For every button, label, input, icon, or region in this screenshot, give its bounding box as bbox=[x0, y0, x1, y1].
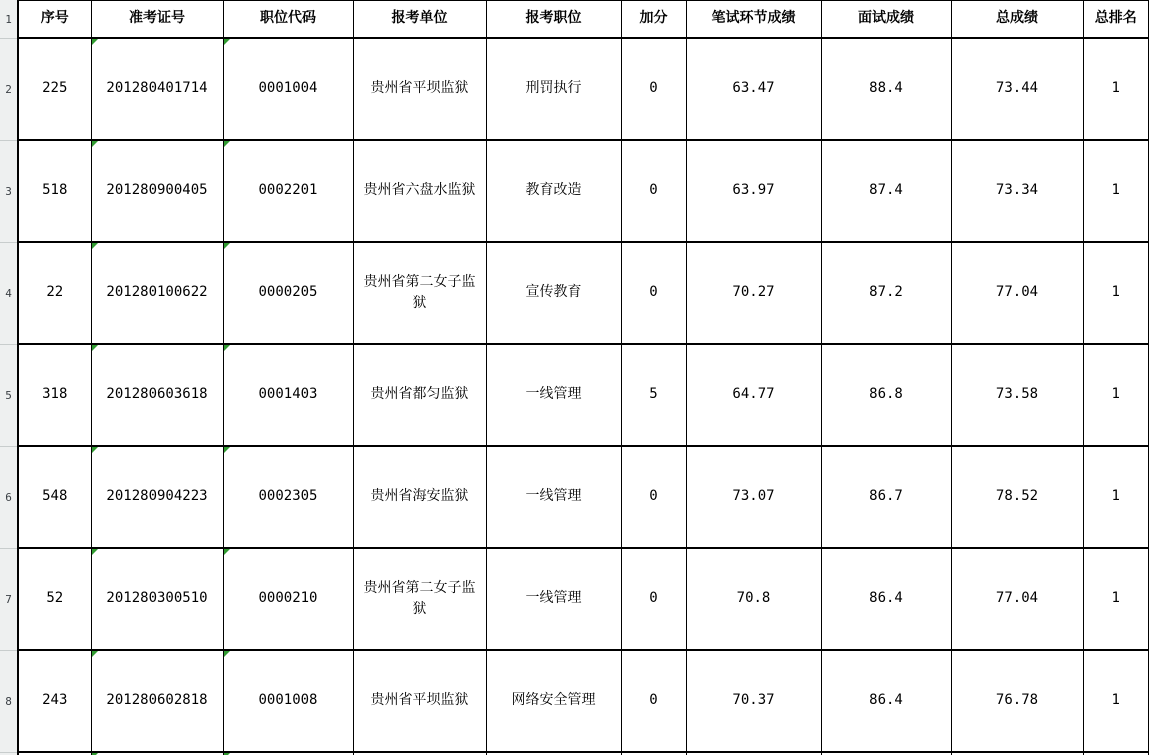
header-cell-total-score[interactable]: 总成绩 bbox=[951, 1, 1083, 38]
cell-serial[interactable] bbox=[18, 752, 91, 755]
row-header-5[interactable]: 5 bbox=[0, 345, 17, 447]
cell-rank[interactable]: 1 bbox=[1083, 650, 1149, 752]
cell-rank[interactable]: 1 bbox=[1083, 242, 1149, 344]
cell-ticket-number[interactable] bbox=[91, 242, 223, 344]
cell-text: 201280401714 bbox=[106, 80, 208, 96]
cell-text: 201280904223 bbox=[106, 488, 208, 504]
header-cell-unit[interactable]: 报考单位 bbox=[353, 1, 486, 38]
number-as-text-indicator-icon bbox=[92, 243, 98, 249]
cell-position[interactable]: 一线管理 bbox=[486, 548, 621, 650]
cell-unit[interactable]: 贵州省平坝监狱 bbox=[353, 38, 486, 140]
cell-rank[interactable]: 1 bbox=[1083, 140, 1149, 242]
table-row bbox=[18, 242, 1149, 344]
cell-serial[interactable]: 243 bbox=[18, 650, 91, 752]
header-cell-rank[interactable]: 总排名 bbox=[1083, 1, 1149, 38]
cell-ticket-number[interactable] bbox=[91, 344, 223, 446]
table-row bbox=[18, 344, 1149, 446]
row-header-4[interactable]: 4 bbox=[0, 243, 17, 345]
header-cell-ticket-number[interactable]: 准考证号 bbox=[91, 1, 223, 38]
cell-text: 0000205 bbox=[258, 284, 318, 300]
cell-interview-score[interactable]: 86.7 bbox=[821, 446, 951, 548]
cell-rank[interactable] bbox=[1083, 752, 1149, 755]
row-header-6[interactable]: 6 bbox=[0, 447, 17, 549]
cell-unit[interactable]: 贵州省六盘水监狱 bbox=[353, 140, 486, 242]
cell-position[interactable]: 宣传教育 bbox=[486, 242, 621, 344]
cell-total-score[interactable]: 73.58 bbox=[951, 344, 1083, 446]
cell-text: 201280300510 bbox=[106, 590, 208, 606]
cell-text: 0002305 bbox=[258, 488, 318, 504]
row-header-1[interactable]: 1 bbox=[0, 0, 17, 39]
cell-bonus[interactable]: 0 bbox=[621, 548, 686, 650]
cell-interview-score[interactable]: 86.8 bbox=[821, 344, 951, 446]
cell-text: 0002201 bbox=[258, 182, 318, 198]
cell-serial[interactable]: 318 bbox=[18, 344, 91, 446]
header-cell-position[interactable]: 报考职位 bbox=[486, 1, 621, 38]
number-as-text-indicator-icon bbox=[224, 447, 230, 453]
table-row-partial bbox=[18, 752, 1149, 755]
cell-position[interactable] bbox=[486, 752, 621, 755]
number-as-text-indicator-icon bbox=[224, 141, 230, 147]
header-row bbox=[18, 1, 1149, 38]
row-header-2[interactable]: 2 bbox=[0, 39, 17, 141]
cell-rank[interactable]: 1 bbox=[1083, 548, 1149, 650]
cell-unit[interactable]: 贵州省都匀监狱 bbox=[353, 344, 486, 446]
cell-interview-score[interactable]: 88.4 bbox=[821, 38, 951, 140]
cell-written-score[interactable] bbox=[686, 752, 821, 755]
cell-serial[interactable]: 548 bbox=[18, 446, 91, 548]
cell-interview-score[interactable] bbox=[821, 752, 951, 755]
header-cell-serial[interactable]: 序号 bbox=[18, 1, 91, 38]
cell-position-code[interactable] bbox=[223, 752, 353, 755]
number-as-text-indicator-icon bbox=[92, 447, 98, 453]
number-as-text-indicator-icon bbox=[224, 651, 230, 657]
table-row bbox=[18, 140, 1149, 242]
cell-total-score[interactable]: 77.04 bbox=[951, 242, 1083, 344]
cell-position-code[interactable] bbox=[223, 344, 353, 446]
cell-interview-score[interactable]: 86.4 bbox=[821, 650, 951, 752]
cell-written-score[interactable]: 70.8 bbox=[686, 548, 821, 650]
number-as-text-indicator-icon bbox=[92, 141, 98, 147]
header-cell-position-code[interactable]: 职位代码 bbox=[223, 1, 353, 38]
cell-position-code[interactable] bbox=[223, 38, 353, 140]
cell-bonus[interactable]: 0 bbox=[621, 38, 686, 140]
header-cell-bonus[interactable]: 加分 bbox=[621, 1, 686, 38]
cell-position-code[interactable] bbox=[223, 242, 353, 344]
cell-position[interactable]: 刑罚执行 bbox=[486, 38, 621, 140]
cell-position-code[interactable] bbox=[223, 140, 353, 242]
cell-position-code[interactable] bbox=[223, 446, 353, 548]
cell-ticket-number[interactable] bbox=[91, 140, 223, 242]
cell-bonus[interactable] bbox=[621, 752, 686, 755]
cell-unit[interactable]: 贵州省海安监狱 bbox=[353, 446, 486, 548]
cell-ticket-number[interactable] bbox=[91, 446, 223, 548]
cell-serial[interactable]: 518 bbox=[18, 140, 91, 242]
header-cell-interview-score[interactable]: 面试成绩 bbox=[821, 1, 951, 38]
cell-ticket-number[interactable] bbox=[91, 548, 223, 650]
cell-written-score[interactable]: 64.77 bbox=[686, 344, 821, 446]
table-row bbox=[18, 446, 1149, 548]
cell-unit[interactable]: 贵州省第二女子监狱 bbox=[353, 242, 486, 344]
cell-position[interactable]: 一线管理 bbox=[486, 446, 621, 548]
cell-text: 201280100622 bbox=[106, 284, 208, 300]
cell-written-score[interactable]: 70.37 bbox=[686, 650, 821, 752]
cell-position-code[interactable] bbox=[223, 650, 353, 752]
number-as-text-indicator-icon bbox=[224, 243, 230, 249]
cell-rank[interactable]: 1 bbox=[1083, 38, 1149, 140]
number-as-text-indicator-icon bbox=[224, 39, 230, 45]
cell-text: 201280603618 bbox=[106, 386, 208, 402]
row-header-7[interactable]: 7 bbox=[0, 549, 17, 651]
cell-text: 0001403 bbox=[258, 386, 318, 402]
cell-written-score[interactable]: 63.47 bbox=[686, 38, 821, 140]
cell-total-score[interactable]: 73.44 bbox=[951, 38, 1083, 140]
cell-interview-score[interactable]: 87.2 bbox=[821, 242, 951, 344]
grid-area bbox=[17, 0, 1149, 755]
cell-text: 0001004 bbox=[258, 80, 318, 96]
cell-total-score[interactable]: 76.78 bbox=[951, 650, 1083, 752]
row-header-3[interactable]: 3 bbox=[0, 141, 17, 243]
number-as-text-indicator-icon bbox=[92, 39, 98, 45]
cell-bonus[interactable]: 0 bbox=[621, 242, 686, 344]
cell-bonus[interactable]: 0 bbox=[621, 650, 686, 752]
cell-total-score[interactable] bbox=[951, 752, 1083, 755]
cell-written-score[interactable]: 63.97 bbox=[686, 140, 821, 242]
cell-position[interactable]: 网络安全管理 bbox=[486, 650, 621, 752]
table-row bbox=[18, 38, 1149, 140]
cell-total-score[interactable]: 78.52 bbox=[951, 446, 1083, 548]
cell-interview-score[interactable]: 87.4 bbox=[821, 140, 951, 242]
cell-unit[interactable]: 贵州省平坝监狱 bbox=[353, 650, 486, 752]
cell-position-code[interactable] bbox=[223, 548, 353, 650]
cell-serial[interactable]: 22 bbox=[18, 242, 91, 344]
cell-serial[interactable]: 225 bbox=[18, 38, 91, 140]
table-row bbox=[18, 650, 1149, 752]
cell-text: 201280900405 bbox=[106, 182, 208, 198]
cell-unit[interactable]: 贵州省第二女子监狱 bbox=[353, 548, 486, 650]
row-header-8[interactable]: 8 bbox=[0, 651, 17, 753]
cell-interview-score[interactable]: 86.4 bbox=[821, 548, 951, 650]
cell-ticket-number[interactable] bbox=[91, 650, 223, 752]
number-as-text-indicator-icon bbox=[92, 651, 98, 657]
row-number-gutter bbox=[0, 0, 17, 755]
number-as-text-indicator-icon bbox=[92, 549, 98, 555]
cell-position[interactable]: 一线管理 bbox=[486, 344, 621, 446]
cell-ticket-number[interactable] bbox=[91, 38, 223, 140]
cell-total-score[interactable]: 73.34 bbox=[951, 140, 1083, 242]
cell-bonus[interactable]: 5 bbox=[621, 344, 686, 446]
header-cell-written-score[interactable]: 笔试环节成绩 bbox=[686, 1, 821, 38]
score-table bbox=[17, 0, 1149, 755]
cell-rank[interactable]: 1 bbox=[1083, 446, 1149, 548]
number-as-text-indicator-icon bbox=[92, 345, 98, 351]
cell-text: 0001008 bbox=[258, 692, 318, 708]
cell-unit[interactable] bbox=[353, 752, 486, 755]
cell-serial[interactable]: 52 bbox=[18, 548, 91, 650]
cell-bonus[interactable]: 0 bbox=[621, 446, 686, 548]
cell-bonus[interactable]: 0 bbox=[621, 140, 686, 242]
cell-total-score[interactable]: 77.04 bbox=[951, 548, 1083, 650]
cell-text: 0000210 bbox=[258, 590, 318, 606]
cell-text: 201280602818 bbox=[106, 692, 208, 708]
cell-written-score[interactable]: 73.07 bbox=[686, 446, 821, 548]
cell-ticket-number[interactable] bbox=[91, 752, 223, 755]
table-row bbox=[18, 548, 1149, 650]
cell-written-score[interactable]: 70.27 bbox=[686, 242, 821, 344]
number-as-text-indicator-icon bbox=[224, 549, 230, 555]
cell-rank[interactable]: 1 bbox=[1083, 344, 1149, 446]
cell-position[interactable]: 教育改造 bbox=[486, 140, 621, 242]
number-as-text-indicator-icon bbox=[224, 345, 230, 351]
